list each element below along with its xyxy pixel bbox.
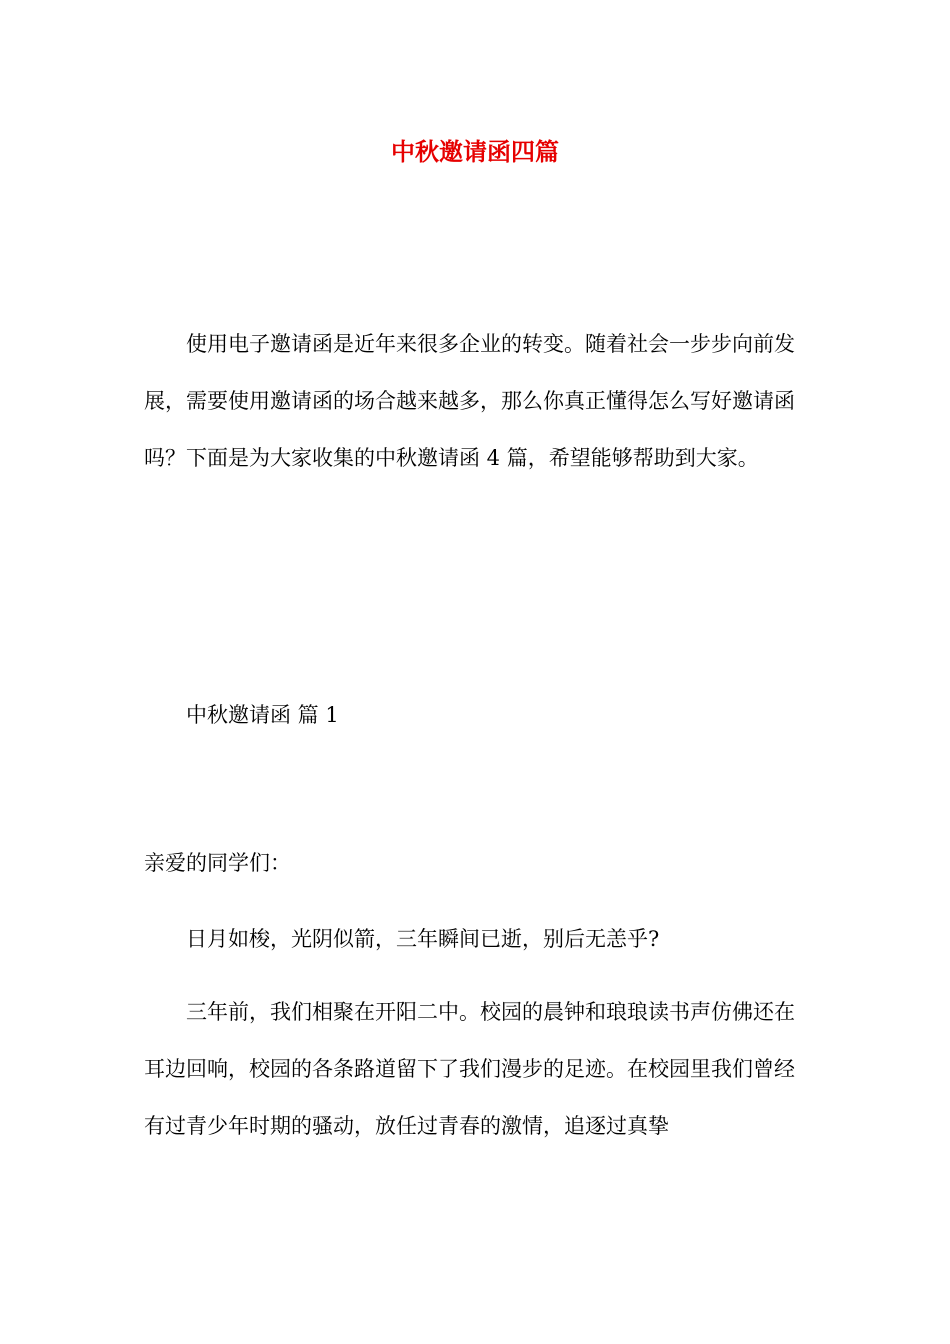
document-title: 中秋邀请函四篇 [391,137,559,166]
body-paragraph: 日月如梭，光阴似箭，三年瞬间已逝，别后无恙乎? [186,927,660,951]
section-heading: 中秋邀请函 篇 1 [186,703,339,727]
greeting: 亲爱的同学们： [144,851,291,875]
intro-paragraph: 使用电子邀请函是近年来很多企业的转变。随着社会一步步向前发展，需要使用邀请函的场合越来越多，那么你真正懂得怎么写好邀请函吗？下面是为大家收集的中秋邀请函 4 篇，希望能够帮助到大家。 [144,332,795,470]
body-paragraph: 三年前，我们相聚在开阳二中。校园的晨钟和琅琅读书声仿佛还在耳边回响，校园的各条路道留下了我们漫步的足迹。在校园里我们曾经有过青少年时期的骚动，放任过青春的激情，追逐过真挚 [144,1000,795,1138]
